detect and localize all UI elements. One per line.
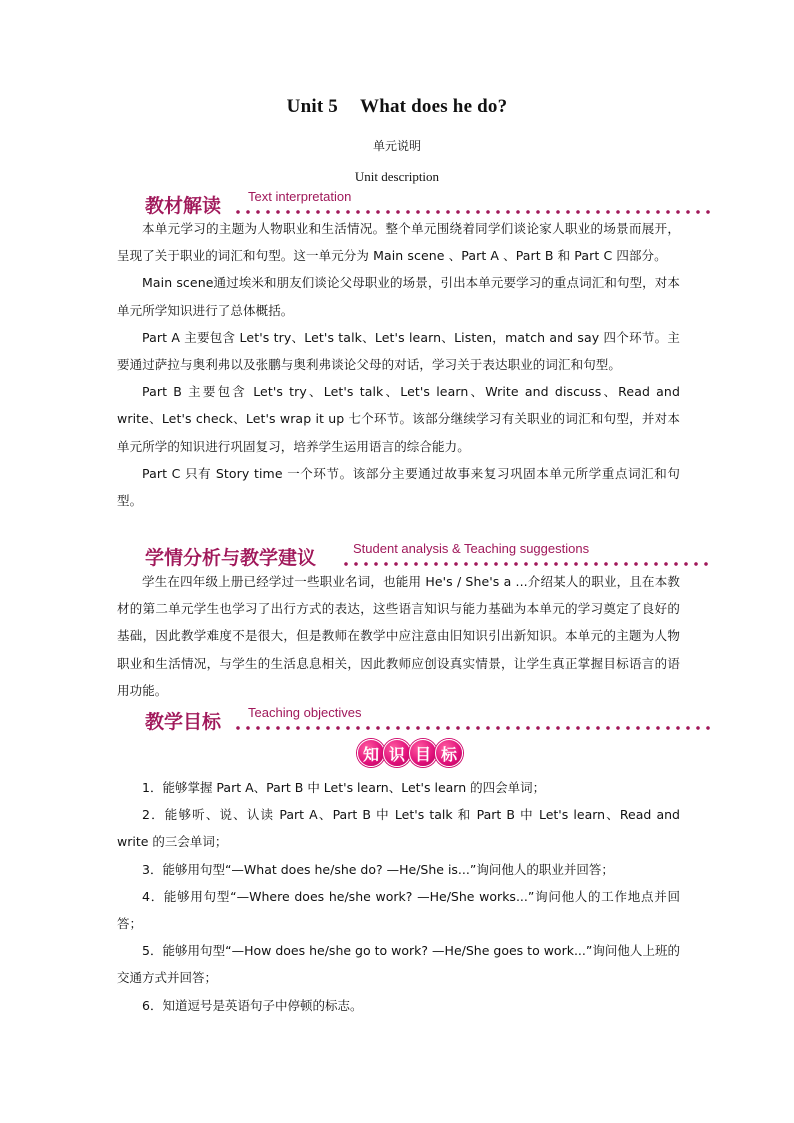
objective-item: 2．能够听、说、认读 Part A、Part B 中 Let's talk 和 Part B 中 Let's learn、Read and write 的三会单词； — [117, 807, 680, 850]
unit-question: What does he do? — [360, 96, 508, 117]
subtitle-cn: 单元说明 — [372, 139, 421, 153]
paragraph: Main scene通过埃米和朋友们谈论父母职业的场景，引出本单元要学习的重点词汇和句型，对本单元所学知识进行了总体概括。 — [117, 275, 680, 318]
badge-char: 标 — [435, 739, 463, 767]
section-body-student-analysis — [117, 568, 680, 704]
objective-item: 5．能够用句型“—How does he/she go to work? —He/She goes to work...”询问他人上班的交通方式并回答； — [117, 943, 680, 986]
section-heading-teaching-objectives — [145, 702, 710, 732]
objective-item: 6．知道逗号是英语句子中停顿的标志。 — [142, 997, 363, 1013]
objective-item: 4．能够用句型“—Where does he/she work? —He/She works...”询问他人的工作地点并回答； — [117, 888, 680, 932]
section-heading-student-analysis — [145, 538, 710, 568]
subtitle-en: Unit description — [354, 169, 440, 184]
dotted-rule — [341, 561, 710, 567]
paragraph: 本单元学习的主题为人物职业和生活情况。整个单元围绕着同学们谈论家人职业的场景而展开，呈现了关于职业的词汇和句型。这一单元分为 Main scene 、Part A 、Part B 和 Part C 四部分。 — [117, 221, 680, 264]
badge-char: 目 — [409, 739, 437, 767]
paragraph: 学生在四年级上册已经学过一些职业名词，也能用 He's / She's a ...介绍某人的职业，且在本教材的第二单元学生也学习了出行方式的表达，这些语言知识与能力基础为本单元的学习奠定了良好的基础，因此教学难度不是很大，但是教师在教学中应注意由旧知识引出新知识。本单元的主题为人物职业和生活情况，与学生的生活息息相关，因此教师应创设真实情景，让学生真正掌握目标语言的语用功能。 — [117, 574, 680, 698]
paragraph: Part A 主要包含 Let's try、Let's talk、Let's learn、Listen，match and say 四个环节。主要通过萨拉与奥利弗以及张鹏与奥利弗谈论父母的对话，学习关于表达职业的词汇和句型。 — [117, 329, 680, 373]
knowledge-objectives-badge — [355, 738, 465, 768]
page-title — [0, 96, 794, 118]
section-heading-cn: 学情分析与教学建议 — [145, 547, 317, 569]
objectives-list — [117, 774, 680, 1019]
paragraph: Part B 主要包含 Let's try、Let's talk、Let's learn、Write and discuss、Read and write、Let's check、Let's wrap it up 七个环节。该部分继续学习有关职业的词汇和句型，并对本单元所学的知识进行巩固复习，培养学生运用语言的综合能力。 — [117, 384, 680, 454]
section-heading-cn: 教材解读 — [145, 195, 222, 217]
objective-item: 1．能够掌握 Part A、Part B 中 Let's learn、Let's learn 的四会单词； — [142, 780, 546, 795]
dotted-rule — [233, 725, 710, 731]
section-heading-en: Student analysis & Teaching suggestions — [353, 541, 590, 556]
section-heading-en: Teaching objectives — [248, 705, 362, 720]
badge-char: 识 — [383, 739, 411, 767]
paragraph: Part C 只有 Story time 一个环节。该部分主要通过故事来复习巩固本单元所学重点词汇和句型。 — [117, 465, 680, 509]
section-heading-en: Text interpretation — [248, 189, 352, 204]
section-heading-text-interpretation — [145, 186, 710, 216]
section-body-text-interpretation — [117, 215, 680, 514]
badge-char: 知 — [357, 739, 385, 767]
unit-number: Unit 5 — [286, 96, 339, 117]
objective-item: 3．能够用句型“—What does he/she do? —He/She is...”询问他人的职业并回答； — [142, 861, 614, 877]
section-heading-cn: 教学目标 — [145, 711, 222, 733]
